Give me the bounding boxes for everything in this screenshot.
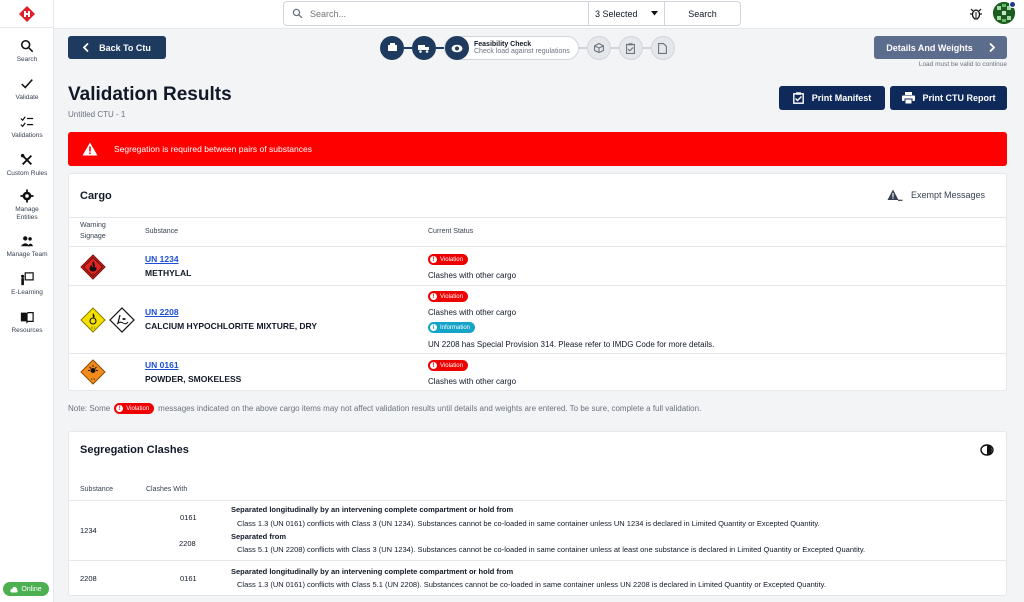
status-message: Clashes with other cargo — [428, 308, 517, 317]
status-message: UN 2208 has Special Provision 314. Please refer to IMDG Code for more details. — [428, 340, 715, 349]
step-transport[interactable] — [412, 36, 436, 60]
page-subtitle: Untitled CTU - 1 — [68, 110, 126, 119]
selected-value: 3 Selected — [595, 8, 638, 19]
exempt-warning-icon — [887, 189, 903, 201]
information-badge: i Information — [428, 322, 475, 333]
sidebar-item-e-learning[interactable] — [0, 269, 54, 299]
divider — [69, 285, 1006, 286]
sidebar-item-label: Search — [16, 55, 38, 63]
violation-badge: ! Violation — [428, 360, 468, 371]
search-bar — [283, 1, 741, 26]
svg-text:5.1: 5.1 — [90, 325, 96, 330]
column-header-clashes-with: Clashes With — [146, 486, 188, 493]
step-checklist[interactable] — [619, 36, 643, 60]
sidebar-item-label: E-Learning — [11, 288, 43, 296]
back-to-ctu-button[interactable] — [68, 36, 166, 59]
search-icon — [284, 8, 310, 19]
document-icon — [658, 43, 667, 54]
details-and-weights-button[interactable] — [874, 36, 1007, 59]
clash-heading: Separated longitudinally by an intervening complete compartment or hold from — [231, 567, 514, 576]
column-header-substance: Substance — [145, 228, 179, 235]
bug-report-icon[interactable] — [970, 7, 982, 22]
un-number-link[interactable]: UN 1234 — [145, 254, 179, 264]
brand-logo-icon — [19, 6, 35, 22]
segregation-title: Segregation Clashes — [80, 444, 189, 456]
clash-substance: 1234 — [80, 526, 97, 535]
presentation-icon — [20, 272, 34, 286]
clash-with: 2208 — [179, 539, 196, 548]
divider — [69, 560, 1006, 561]
note-suffix: messages indicated on the above cargo items may not affect validation results until details and weights are entered. To be sure, complete a full validation. — [158, 404, 702, 413]
step-connector — [436, 47, 444, 49]
validation-note — [68, 403, 701, 414]
divider — [69, 353, 1006, 354]
divider — [69, 246, 1006, 247]
divider — [69, 500, 1006, 501]
step-connector — [579, 47, 587, 49]
warning-icon — [82, 142, 98, 156]
sidebar-item-label: Manage Team — [6, 250, 48, 258]
notification-dot — [1009, 1, 1016, 8]
search-input[interactable] — [310, 4, 588, 24]
clash-detail: Class 1.3 (UN 0161) conflicts with Class 3 (UN 1234). Substances cannot be co-loaded in same container unless UN 1234 is declared in Limited Quantity or Excepted Quantity. — [237, 519, 820, 528]
explosive-placard-icon — [80, 359, 106, 385]
step-subtitle: Check load against regulations — [474, 48, 570, 55]
sidebar-item-manage-entities[interactable] — [0, 186, 54, 224]
step-connector — [404, 47, 412, 49]
step-title: Feasibility Check — [474, 41, 532, 48]
print-manifest-button[interactable] — [779, 86, 885, 110]
exempt-messages-label: Exempt Messages — [910, 190, 985, 200]
svg-text:1.3: 1.3 — [90, 377, 96, 381]
cargo-icon — [387, 43, 398, 53]
un-number-link[interactable]: UN 0161 — [145, 360, 179, 370]
cloud-check-icon — [10, 586, 18, 593]
book-icon — [20, 310, 34, 324]
substance-name: METHYLAL — [145, 268, 192, 278]
sidebar-item-validations[interactable] — [0, 112, 54, 142]
divider — [69, 217, 1006, 218]
search-button[interactable]: Search — [664, 2, 740, 25]
step-documents[interactable] — [651, 36, 675, 60]
step-feasibility-check[interactable] — [444, 36, 579, 60]
search-icon — [20, 39, 34, 53]
clash-with: 0161 — [180, 574, 197, 583]
page-title: Validation Results — [68, 84, 232, 105]
caret-down-icon — [651, 11, 658, 16]
sidebar-item-search[interactable] — [0, 36, 54, 66]
entity-select[interactable] — [588, 2, 664, 25]
exempt-messages-button[interactable] — [887, 189, 985, 201]
toggle-visibility-icon[interactable] — [980, 444, 994, 456]
sidebar-item-validate[interactable] — [0, 74, 54, 104]
cargo-title: Cargo — [80, 190, 112, 202]
back-label: Back To Ctu — [99, 42, 151, 53]
column-header-current-status: Current Status — [428, 228, 474, 235]
clash-heading: Separated longitudinally by an intervening complete compartment or hold from — [231, 505, 514, 514]
truck-icon — [418, 44, 430, 53]
violation-badge: ! Violation — [428, 254, 468, 265]
segregation-alert — [68, 132, 1007, 166]
violation-badge: ! Violation — [428, 291, 468, 302]
clipboard-check-icon — [626, 43, 635, 54]
clash-detail: Class 1.3 (UN 0161) conflicts with Class 5.1 (UN 2208). Substances cannot be co-loaded in same container unless UN 2208 is declared in Limited Quantity or Excepted Quantity. — [237, 580, 826, 589]
column-header-warning-signage: Warning Signage — [80, 222, 106, 240]
connection-status-badge — [3, 582, 49, 596]
note-prefix: Note: Some — [68, 404, 111, 413]
tools-icon — [20, 153, 34, 167]
step-cargo[interactable] — [380, 36, 404, 60]
oxidizer-placard-icon — [80, 307, 106, 333]
team-icon — [20, 234, 34, 248]
clipboard-check-icon — [793, 92, 804, 104]
step-package[interactable] — [587, 36, 611, 60]
sidebar-item-label: Custom Rules — [6, 169, 48, 177]
sidebar-item-resources[interactable] — [0, 307, 54, 337]
cargo-card — [68, 173, 1007, 391]
sidebar-item-manage-team[interactable] — [0, 231, 54, 261]
top-bar — [54, 0, 1024, 29]
printer-icon — [902, 92, 915, 104]
sidebar-item-label: Validations — [11, 131, 43, 139]
eye-icon — [451, 44, 463, 53]
sidebar-item-custom-rules[interactable] — [0, 150, 54, 180]
app-logo[interactable] — [0, 0, 54, 28]
check-icon — [20, 77, 34, 91]
column-header-substance: Substance — [80, 486, 114, 493]
print-ctu-report-button[interactable] — [890, 86, 1007, 110]
step-feasibility-icon — [445, 36, 469, 60]
print-ctu-report-label: Print CTU Report — [922, 93, 996, 103]
clash-heading: Separated from — [231, 532, 287, 541]
status-message: Clashes with other cargo — [428, 377, 517, 386]
clash-with: 0161 — [180, 513, 197, 522]
details-label: Details And Weights — [886, 42, 973, 53]
workflow-stepper — [380, 35, 675, 61]
step-connector — [611, 47, 619, 49]
gear-icon — [20, 189, 34, 203]
print-manifest-label: Print Manifest — [811, 93, 872, 103]
box-icon — [594, 43, 604, 53]
checklist-icon — [20, 115, 34, 129]
un-number-link[interactable]: UN 2208 — [145, 307, 179, 317]
clash-substance: 2208 — [80, 574, 97, 583]
chevron-right-icon — [989, 43, 995, 52]
svg-text:3: 3 — [92, 272, 94, 277]
environmental-hazard-placard-icon — [109, 307, 135, 333]
clash-detail: Class 5.1 (UN 2208) conflicts with Class 3 (UN 1234). Substances cannot be co-loaded in same container unless at least one substance is declared in Limited Quantity or Excepted Quantity. — [237, 545, 866, 554]
sidebar — [0, 0, 54, 602]
chevron-left-icon — [83, 43, 89, 52]
sidebar-item-label: Resources — [11, 326, 43, 334]
substance-name: CALCIUM HYPOCHLORITE MIXTURE, DRY — [145, 321, 318, 331]
segregation-clashes-card — [68, 431, 1007, 596]
status-text: Online — [21, 585, 42, 593]
alert-message: Segregation is required between pairs of substances — [114, 144, 312, 154]
status-message: Clashes with other cargo — [428, 271, 517, 280]
step-connector — [643, 47, 651, 49]
flammable-liquid-placard-icon — [80, 254, 106, 280]
substance-name: POWDER, SMOKELESS — [145, 374, 242, 384]
sidebar-item-label: Validate — [15, 93, 39, 101]
violation-badge: ! Violation — [114, 403, 154, 414]
details-hint: Load must be valid to continue — [918, 61, 1007, 68]
sidebar-item-label: Manage Entities — [15, 206, 39, 221]
